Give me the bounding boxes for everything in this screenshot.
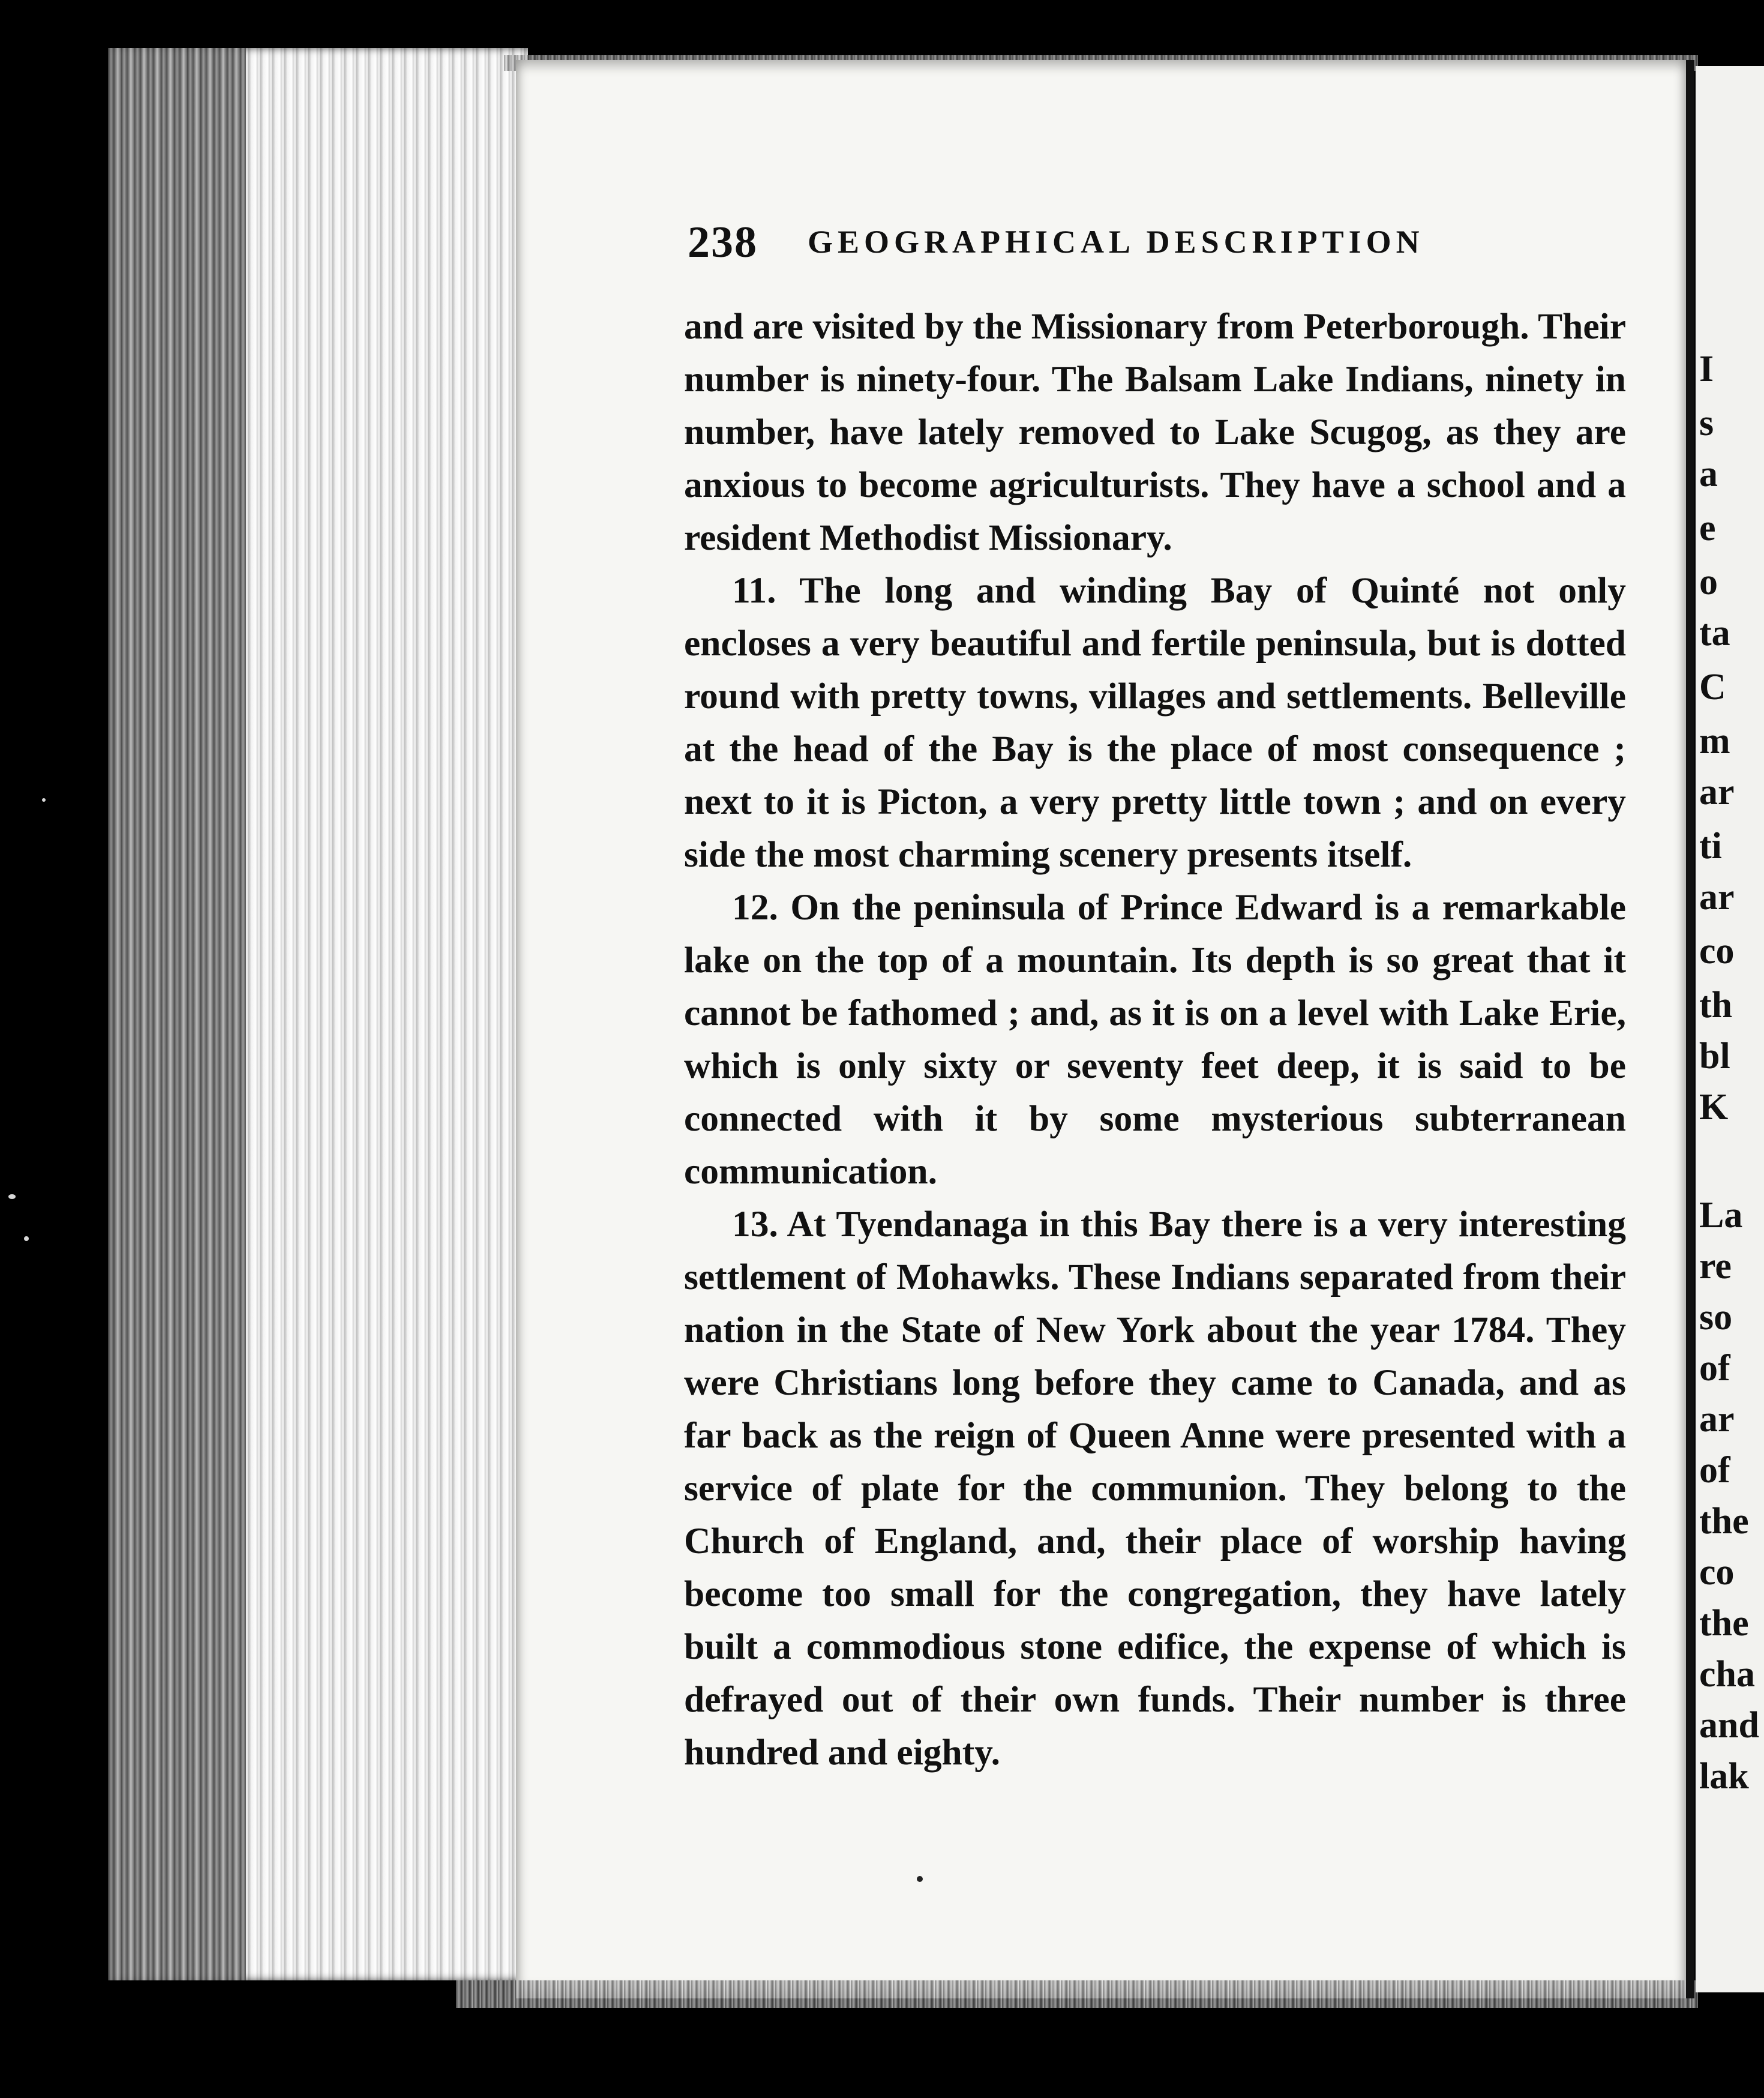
next-page-fragment: ti bbox=[1699, 826, 1722, 867]
next-page-fragment: and bbox=[1699, 1705, 1759, 1746]
next-page-fragment: C bbox=[1699, 667, 1726, 708]
paper-speck bbox=[8, 1194, 16, 1199]
page-block-shadow bbox=[108, 48, 246, 1980]
paragraph-11: 11. The long and winding Bay of Quinté not only encloses a very beautiful and fertile peninsula, but is dotted round with pretty towns, villages and settlements. Belleville at the head of the Bay is the place of most consequence ; next to it is Picton, a very pretty little town ; and on every side the most charming scenery presents itself. bbox=[684, 570, 1626, 875]
paper-speck bbox=[24, 1236, 29, 1241]
page-header bbox=[688, 217, 1648, 271]
next-page-fragment: of bbox=[1699, 1348, 1730, 1389]
paragraph-13: 13. At Tyendanaga in this Bay there is a very interesting settlement of Mohawks. These Indians separated from their nation in the State of New York about the year 1784. They were Christians long before they came to Canada, and as far back as the reign of Queen Anne were presented with a service of plate for the communion. They belong to the Church of England, and, their place of worship having become too small for the congregation, they have lately built a commodious stone edifice, the expense of which is defrayed out of their own funds. Their number is three hundred and eighty. bbox=[684, 1204, 1626, 1773]
paragraph-continued: and are visited by the Missionary from Peterborough. Their number is ninety-four. The Balsam Lake Indians, ninety in number, have lately removed to Lake Scugog, as they are anxious to become agriculturists. They have a school and a resident Methodist Missionary. bbox=[684, 306, 1626, 558]
next-page-fragment: La bbox=[1699, 1195, 1743, 1236]
next-page-fragment: cha bbox=[1699, 1654, 1755, 1695]
next-page-fragment: ar bbox=[1699, 772, 1735, 813]
body-text bbox=[684, 300, 1626, 1779]
running-head: GEOGRAPHICAL DESCRIPTION bbox=[808, 224, 1424, 260]
page-number: 238 bbox=[688, 218, 758, 267]
next-page-fragment: s bbox=[1699, 403, 1714, 443]
next-page-fragment: a bbox=[1699, 454, 1718, 494]
next-page-fragment: ar bbox=[1699, 877, 1735, 918]
next-page-fragment: e bbox=[1699, 508, 1716, 549]
next-page-fragment: re bbox=[1699, 1246, 1732, 1287]
paper-speck bbox=[42, 798, 46, 802]
next-page-fragment: co bbox=[1699, 1552, 1735, 1593]
footer-mark bbox=[917, 1876, 923, 1882]
next-page-sliver bbox=[1696, 66, 1764, 1992]
next-page-fragment: m bbox=[1699, 721, 1730, 762]
next-page-fragment: co bbox=[1699, 931, 1735, 972]
paragraph-12: 12. On the peninsula of Prince Edward is a remarkable lake on the top of a mountain. Its depth is so great that it cannot be fathomed ; and, as it is on a level with Lake Erie, which is only sixty or seventy feet deep, it is said to be connected with it by some mysterious subterranean communication. bbox=[684, 887, 1626, 1192]
next-page-fragment: ta bbox=[1699, 613, 1730, 654]
next-page-fragment: K bbox=[1699, 1087, 1729, 1128]
gutter bbox=[1686, 60, 1694, 1998]
next-page-fragment: of bbox=[1699, 1450, 1730, 1491]
next-page-fragment: the bbox=[1699, 1603, 1749, 1644]
next-page-fragment: bl bbox=[1699, 1036, 1730, 1077]
next-page-fragment: the bbox=[1699, 1501, 1749, 1542]
next-page-fragment: o bbox=[1699, 562, 1718, 603]
next-page-fragment: ar bbox=[1699, 1399, 1735, 1440]
next-page-fragment: lak bbox=[1699, 1756, 1749, 1797]
next-page-fragment: th bbox=[1699, 985, 1733, 1026]
next-page-fragment: so bbox=[1699, 1297, 1733, 1338]
page-bottom-edge bbox=[456, 1980, 1698, 2008]
next-page-fragment: I bbox=[1699, 349, 1714, 389]
